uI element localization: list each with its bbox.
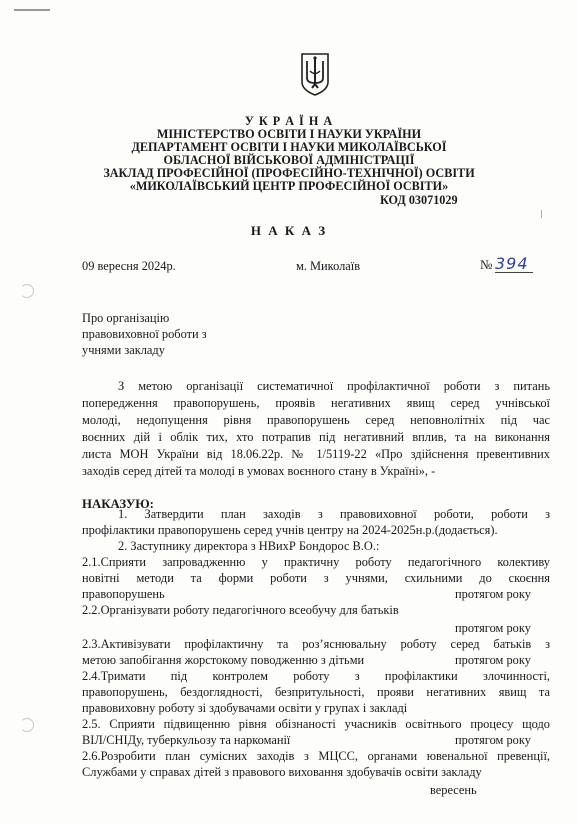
number-sign: № xyxy=(480,257,493,272)
order-item-2-1: правопорушень xyxy=(82,587,165,601)
order-item-2-5: ВІЛ/СНІДу, туберкульозу та наркоманії xyxy=(82,733,291,747)
order-item-2-6-term: вересень xyxy=(430,783,477,797)
order-item-2-1: 2.1.Сприяти запровадженню у практичну роботу педагогічного колективу xyxy=(82,555,550,569)
order-item-2-4: правовиховну роботу зі здобувачами освіти у групах і закладі xyxy=(82,701,408,715)
number-underline xyxy=(495,272,533,273)
institution-code: КОД 03071029 xyxy=(380,193,458,207)
preamble-line: заходів серед дітей та молоді в умовах воєнного стану в Україні», - xyxy=(82,464,436,478)
administration-title: ОБЛАСНОЇ ВІЙСЬКОВОЇ АДМІНІСТРАЦІЇ xyxy=(163,153,415,167)
ministry-title: МІНІСТЕРСТВО ОСВІТИ І НАУКИ УКРАЇНИ xyxy=(156,127,422,141)
subject-line: правовиховної роботи з xyxy=(82,327,207,341)
order-item-2-2-term: протягом року xyxy=(455,621,531,635)
edge-mark xyxy=(541,210,542,218)
order-number: 394 xyxy=(495,254,529,273)
country-title: У К Р А Ї Н А xyxy=(244,114,334,128)
order-item-1: профілактики правопорушень серед учнів центру на 2024-2025н.р.(додається). xyxy=(82,523,498,537)
order-item-2-3-term: протягом року xyxy=(455,653,531,667)
punch-hole-mark xyxy=(20,284,34,298)
trident-icon xyxy=(300,52,330,96)
order-item-2-3: 2.3.Активізувати профілактичну та роз’яснювальну роботу серед батьків з xyxy=(82,637,550,651)
institution-title: ЗАКЛАД ПРОФЕСІЙНОЇ (ПРОФЕСІЙНО-ТЕХНІЧНОЇ) ОСВІТИ xyxy=(103,166,475,180)
order-heading: НАКАЗУЮ: xyxy=(82,497,154,511)
order-city: м. Миколаїв xyxy=(296,259,361,273)
order-item-1: 1. Затвердити план заходів з правовиховної роботи, роботи з xyxy=(118,507,550,521)
preamble-line: молоді, недопущення рівня правопорушень серед неповнолітніх під час xyxy=(82,413,550,427)
department-title: ДЕПАРТАМЕНТ ОСВІТИ І НАУКИ МИКОЛАЇВСЬКОЇ xyxy=(131,140,447,154)
subject-line: Про організацію xyxy=(82,311,170,325)
order-item-2-6: Службами у справах дітей з правового виховання здобувачів освіти закладу xyxy=(82,765,482,779)
order-item-2-5: 2.5. Сприяти підвищенню рівня обізнаності учасників освітнього процесу щодо xyxy=(82,717,550,731)
order-item-2-4: правопорушень, бездоглядності, безпритульності, прояви негативних явищ та xyxy=(82,685,550,699)
subject-line: учнями закладу xyxy=(82,343,165,357)
preamble-line: воєнних дій і облік тих, хто потрапив під негативний вплив, та на виконання xyxy=(82,430,550,444)
institution-name: «МИКОЛАЇВСЬКИЙ ЦЕНТР ПРОФЕСІЙНОЇ ОСВІТИ» xyxy=(129,179,449,193)
order-item-2-1-term: протягом року xyxy=(455,587,531,601)
order-date: 09 вересня 2024р. xyxy=(82,259,176,273)
order-item-2-4: 2.4.Тримати під контролем роботу з профілактики злочинності, xyxy=(82,669,550,683)
punch-hole-mark xyxy=(20,718,34,732)
order-item-2-2: 2.2.Організувати роботу педагогічного всеобучу для батьків xyxy=(82,603,399,617)
order-item-2-1: новітні методи та форми роботи з учнями, схильними до скоєння xyxy=(82,571,550,585)
preamble-line: попередження правопорушень, проявів негативних явищ серед учнівської xyxy=(82,396,550,410)
document-type-title: Н А К А З xyxy=(250,223,328,238)
order-item-2: 2. Заступнику директора з НВихР Бондорос В.О.: xyxy=(118,539,380,553)
preamble-line: листа МОН України від 18.06.22р. № 1/5119-22 «Про здійснення превентивних xyxy=(82,447,550,461)
preamble-line: З метою організації систематичної профілактичної роботи з питань xyxy=(118,379,550,393)
scan-mark xyxy=(14,9,50,11)
order-item-2-3: метою запобігання жорстокому поводженню з дітьми xyxy=(82,653,365,667)
order-item-2-5-term: протягом року xyxy=(455,733,531,747)
order-item-2-6: 2.6.Розробити план сумісних заходів з МЦСС, органами ювенальної превенції, xyxy=(82,749,550,763)
